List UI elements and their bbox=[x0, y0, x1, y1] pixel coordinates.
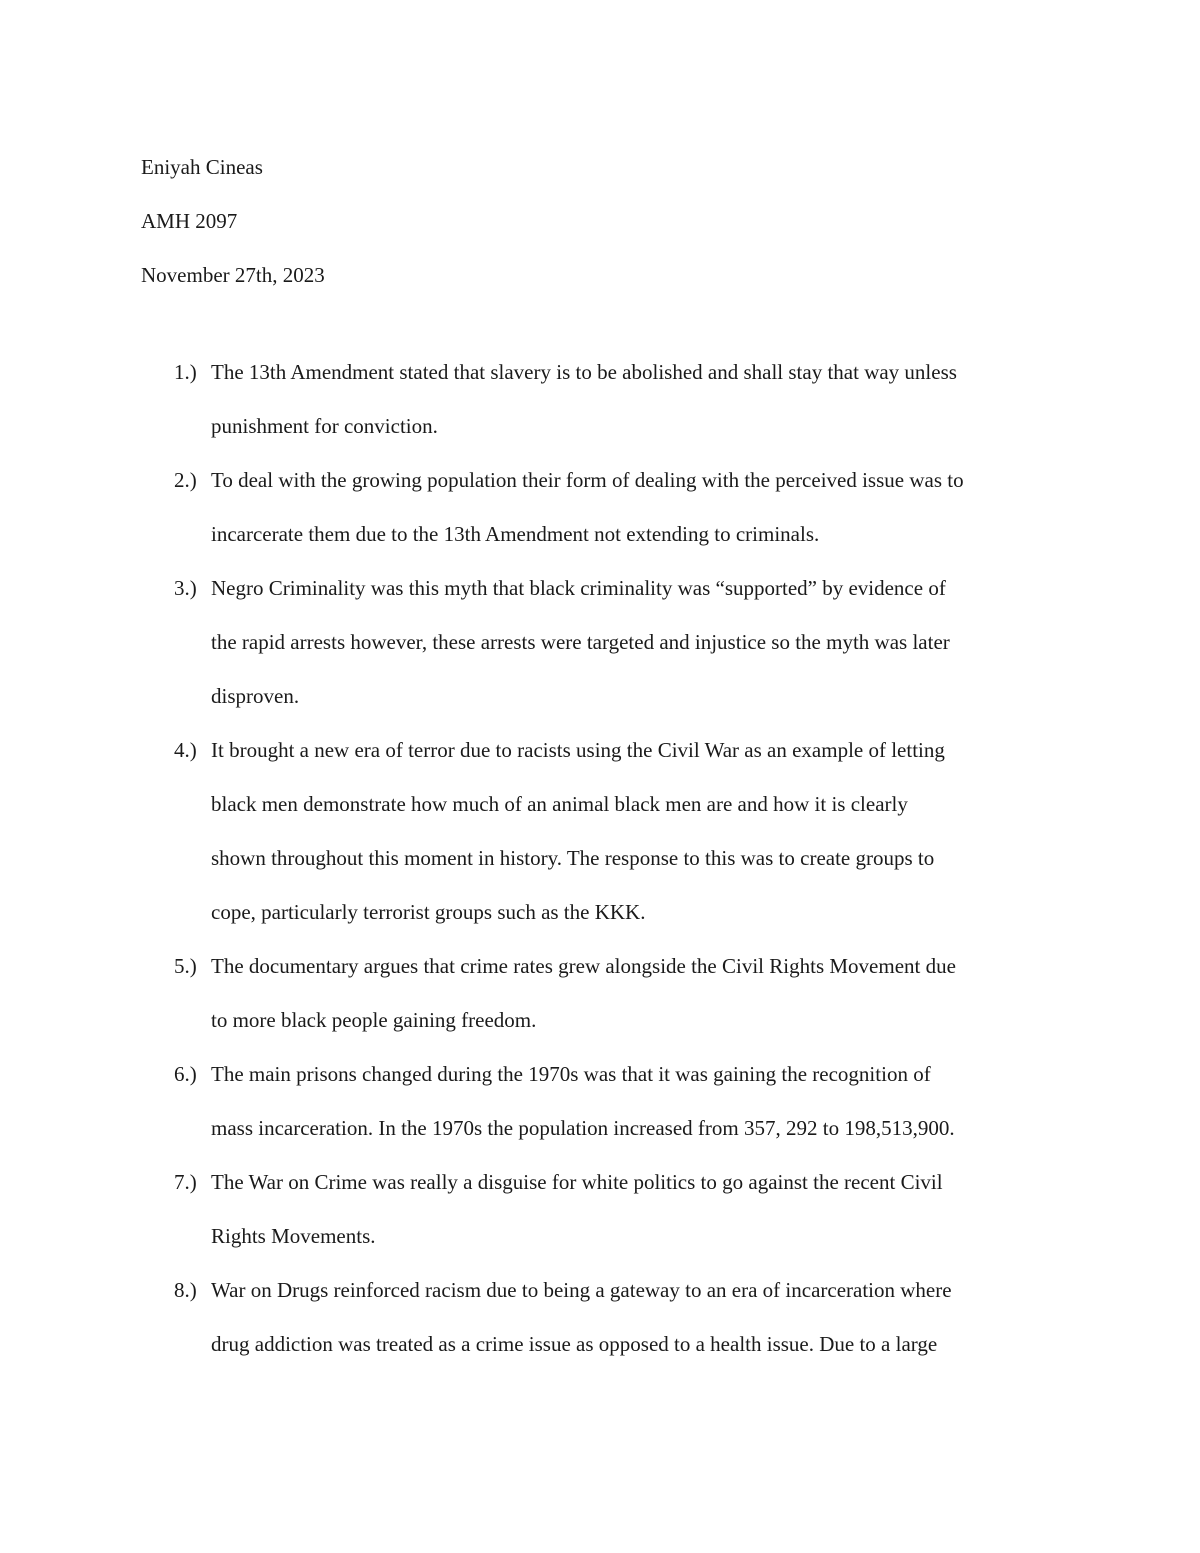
answer-text bbox=[211, 345, 1111, 453]
answer-number: 6.) bbox=[174, 1062, 197, 1086]
document-header bbox=[141, 140, 1061, 302]
answer-item bbox=[0, 1155, 1200, 1263]
answer-item bbox=[0, 345, 1200, 453]
answer-item bbox=[0, 1263, 1200, 1371]
answer-text-line: disproven. bbox=[211, 684, 300, 708]
answer-text-line: cope, particularly terrorist groups such as the KKK. bbox=[211, 900, 646, 924]
answer-text-line: drug addiction was treated as a crime issue as opposed to a health issue. Due to a large bbox=[211, 1332, 938, 1356]
answer-text bbox=[211, 1155, 1111, 1263]
answer-item bbox=[0, 939, 1200, 1047]
answer-text-line: black men demonstrate how much of an animal black men are and how it is clearly bbox=[211, 792, 908, 816]
student-name: Eniyah Cineas bbox=[141, 155, 263, 179]
answer-text bbox=[211, 723, 1111, 939]
answer-number: 7.) bbox=[174, 1170, 197, 1194]
answer-text-line: to more black people gaining freedom. bbox=[211, 1008, 537, 1032]
answer-number: 5.) bbox=[174, 954, 197, 978]
answer-item bbox=[0, 453, 1200, 561]
answer-item bbox=[0, 723, 1200, 939]
answer-text-line: the rapid arrests however, these arrests were targeted and injustice so the myth was later bbox=[211, 630, 950, 654]
answer-text-line: punishment for conviction. bbox=[211, 414, 438, 438]
answer-text bbox=[211, 1263, 1111, 1371]
answer-text-line: To deal with the growing population their form of dealing with the perceived issue was to bbox=[211, 468, 964, 492]
answer-item bbox=[0, 561, 1200, 723]
answer-text-line: The 13th Amendment stated that slavery is to be abolished and shall stay that way unless bbox=[211, 360, 957, 384]
course-code: AMH 2097 bbox=[141, 209, 238, 233]
answer-text-line: It brought a new era of terror due to racists using the Civil War as an example of letting bbox=[211, 738, 945, 762]
answer-text-line: mass incarceration. In the 1970s the population increased from 357, 292 to 198,513,900. bbox=[211, 1116, 955, 1140]
answer-text bbox=[211, 939, 1111, 1047]
answer-text-line: The main prisons changed during the 1970s was that it was gaining the recognition of bbox=[211, 1062, 931, 1086]
answer-number: 3.) bbox=[174, 576, 197, 600]
answer-text-line: shown throughout this moment in history. The response to this was to create groups to bbox=[211, 846, 935, 870]
answer-text bbox=[211, 1047, 1111, 1155]
answer-text-line: Negro Criminality was this myth that black criminality was “supported” by evidence of bbox=[211, 576, 946, 600]
answer-list bbox=[0, 345, 1200, 1371]
answer-text-line: The War on Crime was really a disguise for white politics to go against the recent Civil bbox=[211, 1170, 943, 1194]
answer-number: 8.) bbox=[174, 1278, 197, 1302]
answer-number: 4.) bbox=[174, 738, 197, 762]
answer-number: 2.) bbox=[174, 468, 197, 492]
answer-text-line: The documentary argues that crime rates grew alongside the Civil Rights Movement due bbox=[211, 954, 956, 978]
answer-text-line: Rights Movements. bbox=[211, 1224, 376, 1248]
answer-text-line: War on Drugs reinforced racism due to being a gateway to an era of incarceration where bbox=[211, 1278, 952, 1302]
answer-text bbox=[211, 453, 1111, 561]
answer-text bbox=[211, 561, 1111, 723]
answer-number: 1.) bbox=[174, 360, 197, 384]
answer-item bbox=[0, 1047, 1200, 1155]
document-date: November 27th, 2023 bbox=[141, 263, 325, 287]
answer-text-line: incarcerate them due to the 13th Amendment not extending to criminals. bbox=[211, 522, 820, 546]
